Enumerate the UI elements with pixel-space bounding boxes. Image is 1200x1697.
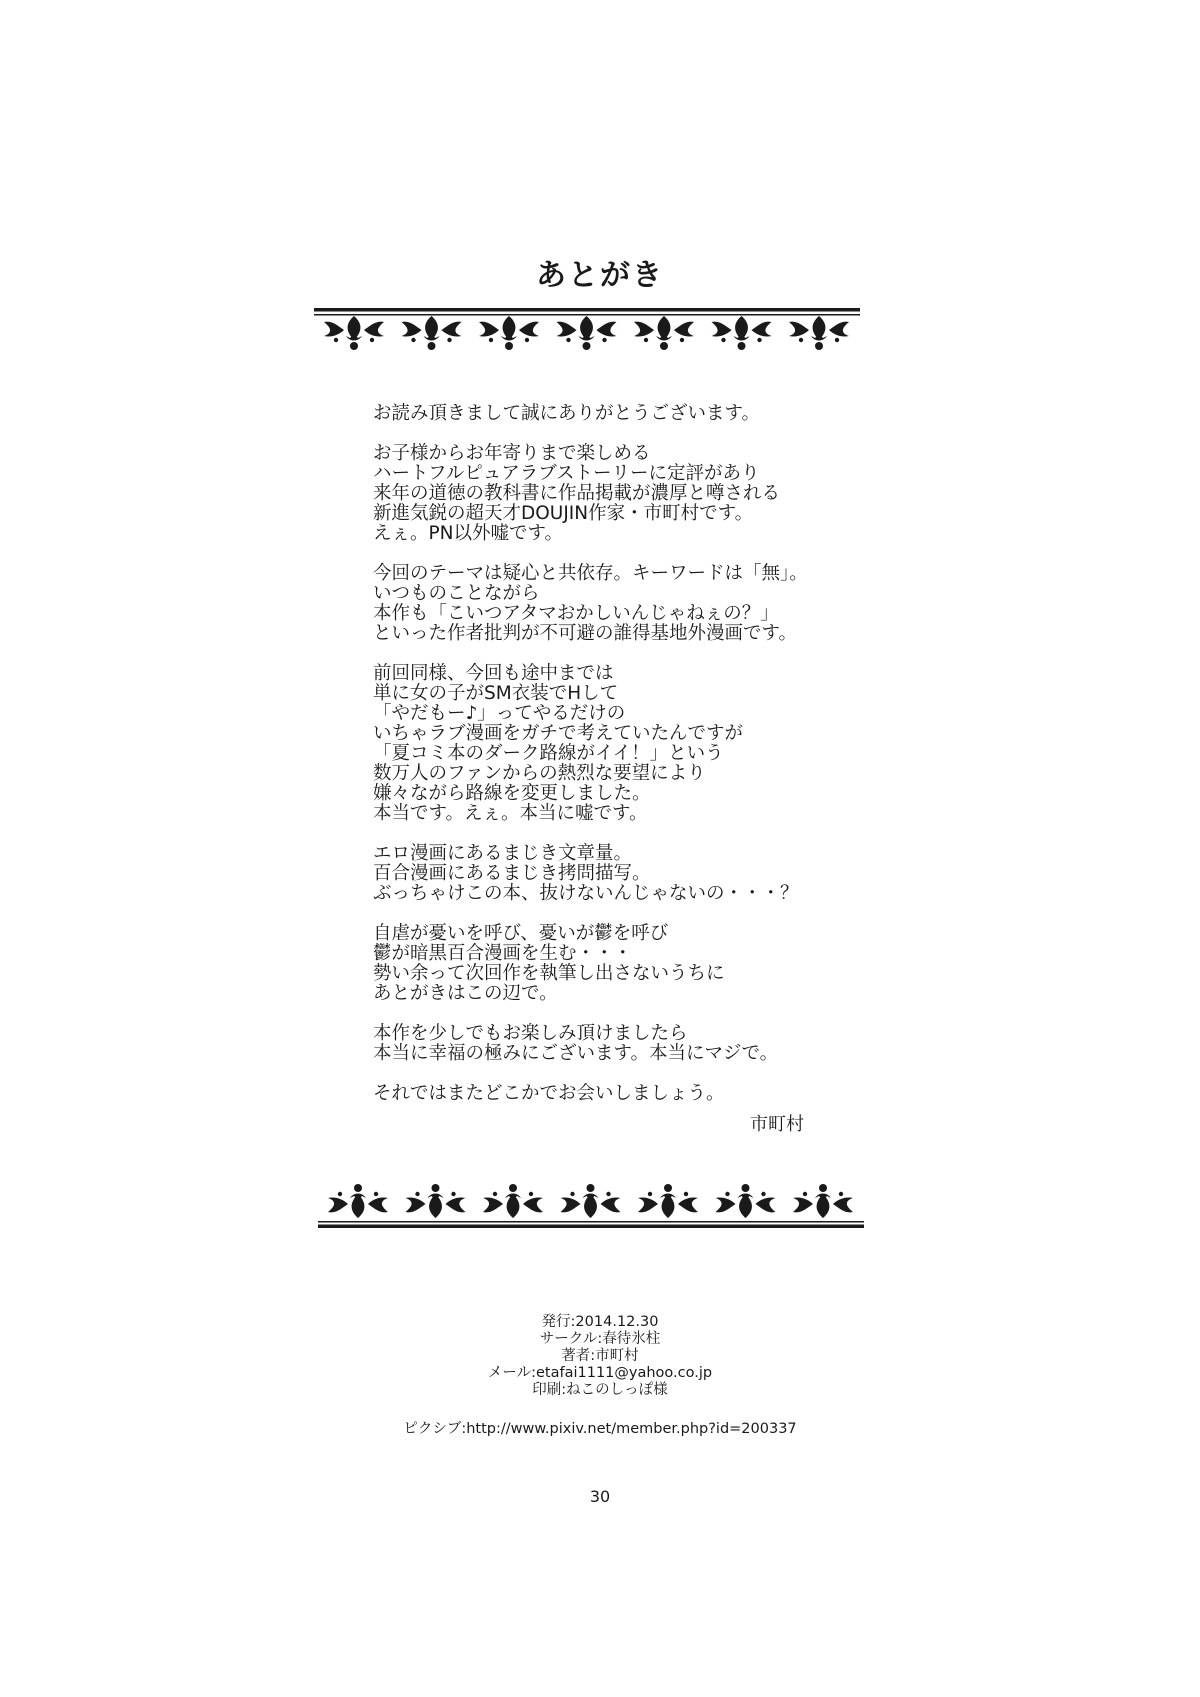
text-line: 本当です。えぇ。本当に嘘です。 xyxy=(373,803,648,824)
ornament-motif xyxy=(328,1184,388,1218)
afterword-body xyxy=(373,404,853,1124)
text-line: 本作を少しでもお楽しみ頂けましたら xyxy=(373,1023,688,1044)
page-title: あとがき xyxy=(536,258,664,293)
text-line: 新進気鋭の超天才DOUJIN作家・市町村です。 xyxy=(373,503,754,524)
ornament-motif xyxy=(402,316,462,350)
ornament-motif xyxy=(638,1184,698,1218)
ornament-motif xyxy=(561,1184,621,1218)
ornament-motif xyxy=(406,1184,466,1218)
text-line: 「夏コミ本のダーク路線がイイ！」という xyxy=(373,743,724,764)
text-line: いちゃラブ漫画をガチで考えていたんですが xyxy=(373,723,744,744)
text-line: 前回同様、今回も途中までは xyxy=(373,663,614,684)
text-line: 鬱が暗黒百合漫画を生む・・・ xyxy=(373,943,633,964)
text-line: 百合漫画にあるまじき拷問描写。 xyxy=(373,863,651,884)
pixiv-link: ピクシブ:http://www.pixiv.net/member.php?id=200337 xyxy=(403,1421,797,1437)
colophon xyxy=(0,1314,1200,1399)
text-line: 本作も「こいつアタマおかしいんじゃねぇの？」 xyxy=(373,603,779,624)
paragraph xyxy=(373,444,853,544)
paragraph xyxy=(373,664,853,824)
ornament-motif xyxy=(557,316,617,350)
ornamental-border-bottom xyxy=(318,1178,864,1228)
ornament-motif xyxy=(634,316,694,350)
colophon-published: 発行:2014.12.30 xyxy=(541,1314,659,1330)
text-line: 今回のテーマは疑心と共依存。キーワードは「無」。 xyxy=(373,563,808,584)
text-line: お子様からお年寄りまで楽しめる xyxy=(373,443,651,464)
page-number: 30 xyxy=(589,1487,611,1506)
text-line: 「やだもー♪」ってやるだけの xyxy=(373,703,626,724)
text-line: 勢い余って次回作を執筆し出さないうちに xyxy=(373,963,725,984)
text-line: といった作者批判が不可避の誰得基地外漫画です。 xyxy=(373,623,798,644)
ornament-motif xyxy=(712,316,772,350)
paragraph xyxy=(373,404,853,424)
text-line: ぶっちゃけこの本、抜けないんじゃないの・・・？ xyxy=(373,883,799,904)
colophon-mail: メール:etafai1111@yahoo.co.jp xyxy=(487,1365,713,1381)
colophon-print: 印刷:ねこのしっぽ様 xyxy=(532,1382,668,1398)
text-line: 単に女の子がSM衣装でHして xyxy=(373,683,619,704)
text-line: いつものことながら xyxy=(373,583,540,604)
ornament-motif xyxy=(324,316,384,350)
text-line: それではまたどこかでお会いしましょう。 xyxy=(373,1083,725,1104)
text-line: えぇ。PN以外嘘です。 xyxy=(373,523,564,544)
signature: 市町村 xyxy=(750,1114,804,1135)
text-line: あとがきはこの辺で。 xyxy=(373,983,558,1004)
paragraph xyxy=(373,1084,853,1104)
text-line: 自虐が憂いを呼び、憂いが鬱を呼び xyxy=(373,923,669,944)
ornament-motif xyxy=(793,1184,853,1218)
text-line: お読み頂きまして誠にありがとうございます。 xyxy=(373,403,761,424)
colophon-author: 著者:市町村 xyxy=(561,1348,639,1364)
text-line: 嫌々ながら路線を変更しました。 xyxy=(373,783,651,804)
paragraph xyxy=(373,924,853,1004)
ornamental-border-top xyxy=(314,308,860,356)
ornament-motif xyxy=(716,1184,776,1218)
text-line: 本当に幸福の極みにございます。本当にマジで。 xyxy=(373,1043,779,1064)
paragraph xyxy=(373,844,853,904)
text-line: 来年の道徳の教科書に作品掲載が濃厚と噂される xyxy=(373,483,781,504)
ornament-motif xyxy=(479,316,539,350)
colophon-circle: サークル:春待氷柱 xyxy=(539,1331,661,1347)
paragraph xyxy=(373,1024,853,1064)
text-line: ハートフルピュアラブストーリーに定評があり xyxy=(373,463,760,484)
text-line: 数万人のファンからの熱烈な要望により xyxy=(373,763,706,784)
text-line: エロ漫画にあるまじき文章量。 xyxy=(373,843,633,864)
ornament-motif xyxy=(789,316,849,350)
paragraph xyxy=(373,564,853,644)
ornament-motif xyxy=(483,1184,543,1218)
